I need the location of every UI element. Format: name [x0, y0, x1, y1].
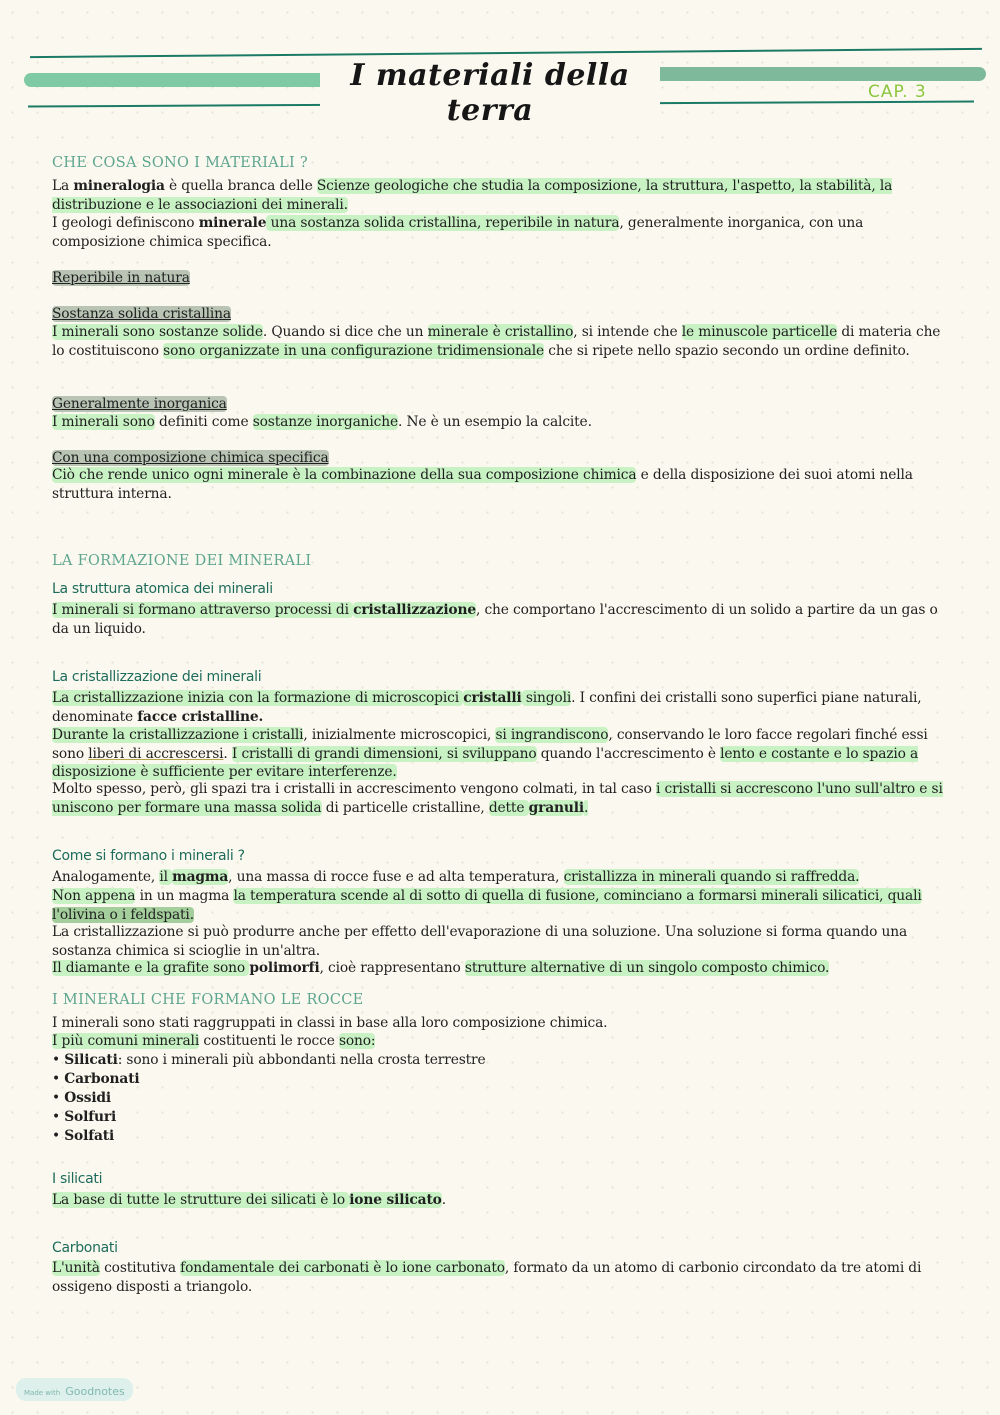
- paragraph-polimorfi: Il diamante e la grafite sono polimorfi, cioè rappresentano strutture alternative di un singolo composto chimico.: [52, 960, 830, 976]
- section-heading-rocce: I MINERALI CHE FORMANO LE ROCCE: [52, 992, 364, 1008]
- paragraph-carbonati: L'unità costitutiva fondamentale dei carbonati è lo ione carbonato, formato da un atomo di carbonio circondato da tre atomi di ossigeno disposti a triangolo.: [52, 1260, 922, 1295]
- paragraph-struttura-atomica: I minerali si formano attraverso processi di cristallizzazione, che comportano l'accrescimento di un solido a partire da un gas o da un liquido.: [52, 602, 938, 637]
- paragraph-cristallizzazione-1: La cristallizzazione inizia con la formazione di microscopici cristalli singoli. I confini dei cristalli sono superfici piane naturali, denominate facce cristalline.: [52, 690, 922, 725]
- label-inorganica: Generalmente inorganica: [52, 396, 227, 412]
- paragraph-inorganica: I minerali sono definiti come sostanze inorganiche. Ne è un esempio la calcite.: [52, 414, 592, 430]
- paragraph-minerale: I geologi definiscono minerale una sostanza solida cristallina, reperibile in natura, generalmente inorganica, con una composizione chimica specifica.: [52, 215, 864, 250]
- paragraph-classi: I minerali sono stati raggruppati in classi in base alla loro composizione chimica.: [52, 1015, 608, 1031]
- page-title: I materiali della terra: [320, 58, 660, 128]
- header-rule-top: [30, 48, 982, 58]
- chapter-label: CAP. 3: [868, 82, 927, 102]
- subheading-cristallizzazione: La cristallizzazione dei minerali: [52, 669, 262, 685]
- label-composizione: Con una composizione chimica specifica: [52, 450, 329, 466]
- paragraph-sostanza-solida: I minerali sono sostanze solide. Quando si dice che un minerale è cristallino, si intende che le minuscole particelle di materia che lo costituiscono sono organizzate in una configurazione tridimensionale che si ripete nello spazio secondo un ordine definito.: [52, 324, 941, 359]
- subheading-struttura-atomica: La struttura atomica dei minerali: [52, 581, 273, 597]
- paragraph-magma: Analogamente, il magma, una massa di rocce fuse e ad alta temperatura, cristallizza in minerali quando si raffredda.: [52, 869, 860, 885]
- list-item: • Solfati: [52, 1128, 115, 1144]
- header-stripe-left: [24, 73, 328, 87]
- paragraph-composizione: Ciò che rende unico ogni minerale è la combinazione della sua composizione chimica e della disposizione dei suoi atomi nella struttura interna.: [52, 467, 913, 502]
- paragraph-cristallizzazione-3: Molto spesso, però, gli spazi tra i cristalli in accrescimento vengono colmati, in tal caso i cristalli si accrescono l'uno sull'altro e si uniscono per formare una massa solida di particelle cristalline, dette granuli.: [52, 781, 943, 816]
- header-stripe-right: [640, 67, 986, 81]
- list-item: • Carbonati: [52, 1071, 140, 1087]
- label-reperibile: Reperibile in natura: [52, 270, 190, 286]
- goodnotes-badge: Made with Goodnotes: [16, 1378, 133, 1401]
- paragraph-cristallizzazione-2: Durante la cristallizzazione i cristalli, inizialmente microscopici, si ingrandiscono, conservando le loro facce regolari finché essi sono liberi di accrescersi. I cristalli di grandi dimensioni, si sviluppano quando l'accrescimento è lento e costante e lo spazio a disposizione è sufficiente per evitare interferenze.: [52, 727, 928, 780]
- section-heading-materiali: CHE COSA SONO I MATERIALI ?: [52, 155, 309, 171]
- paragraph-comuni-minerali: I più comuni minerali costituenti le rocce sono:: [52, 1033, 376, 1049]
- section-heading-formazione: LA FORMAZIONE DEI MINERALI: [52, 553, 312, 569]
- list-item: • Silicati: sono i minerali più abbondanti nella crosta terrestre: [52, 1052, 486, 1068]
- subheading-come-si-formano: Come si formano i minerali ?: [52, 848, 245, 864]
- list-item: • Solfuri: [52, 1109, 117, 1125]
- subheading-carbonati: Carbonati: [52, 1240, 118, 1256]
- list-item: • Ossidi: [52, 1090, 112, 1106]
- label-sostanza-solida: Sostanza solida cristallina: [52, 306, 231, 322]
- subheading-silicati: I silicati: [52, 1171, 103, 1187]
- paragraph-fusione: Non appena in un magma la temperatura scende al di sotto di quella di fusione, cominciano a formarsi minerali silicatici, quali l'olivina o i feldspati.: [52, 888, 922, 923]
- paragraph-evaporazione: La cristallizzazione si può produrre anche per effetto dell'evaporazione di una soluzione. Una soluzione si forma quando una sostanza chimica si scioglie in un'altra.: [52, 924, 908, 959]
- paragraph-silicati: La base di tutte le strutture dei silicati è lo ione silicato.: [52, 1192, 446, 1208]
- paragraph-mineralogia: La mineralogia è quella branca delle Scienze geologiche che studia la composizione, la struttura, l'aspetto, la stabilità, la distribuzione e le associazioni dei minerali.: [52, 178, 893, 213]
